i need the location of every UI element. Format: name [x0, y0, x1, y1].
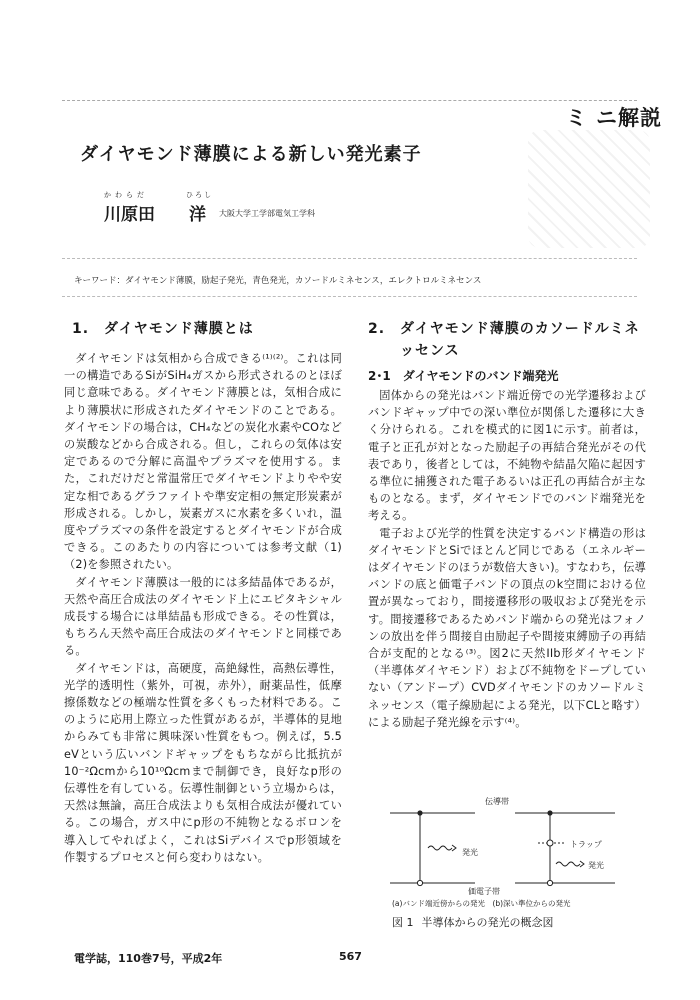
author-family-ruby: かわらだ [104, 191, 148, 199]
author-family-name [104, 191, 155, 225]
valence-band-label: 価電子帯 [468, 887, 500, 896]
keywords: キーワード：ダイヤモンド薄膜，励起子発光，青色発光，カソードルミネセンス，エレクトロルミネセンス [74, 276, 482, 286]
conduction-band-label: 伝導帯 [485, 797, 509, 806]
decorative-texture [528, 130, 650, 248]
figure-title-text: 半導体からの発光の概念図 [421, 916, 554, 929]
hole-b [547, 880, 552, 885]
paragraph: 電子および光学的性質を決定するバンド構造の形はダイヤモンドとSiでほとんど同じである（エネルギーはダイヤモンドのほうが数倍大きい)。すなわち，伝導バンドの底と価電子バンドの頂点のk空間における位置が異なっており，間接遷移形の吸収および発光を示す。間接遷移であるためバンド端からの発光はフォノンの放出を伴う間接自由励起子や間接束縛励子の再結合が支配的となる⁽³⁾。図2に天然IIb形ダイヤモンド（半導体ダイヤモンド）および不純物をドープしていない（アンドープ）CVDダイヤモンドのカソードルミネッセンス（電子線励起による発光，以下CLと略す）による励起子発光線を示す⁽⁴⁾。 [368, 526, 646, 729]
figure-caption: (a)バンド端近傍からの発光 (b)深い準位からの発光 [392, 899, 571, 908]
section-tag: ミ ニ解説 [565, 106, 662, 130]
right-column [368, 318, 646, 731]
journal-citation: 電学誌，110巻7号，平成2年 [74, 952, 223, 965]
section-1-heading: 1. ダイヤモンド薄膜とは [72, 321, 254, 337]
paragraph: ダイヤモンドは気相から合成できる⁽¹⁾⁽²⁾。これは同一の構造であるSiがSiH₄ガスから形式されるのとほぼ同じ意味である。ダイヤモンド薄膜とは，気相合成により薄膜状に形成されたダイヤモンドのことである。ダイヤモンドの場合は，CH₄などの炭化水素やCOなどの炭酸などから合成される。但し，これらの気体は安定であるので分解に高温やプラズマを使用する。また，これだけだと常温常圧でダイヤモンドよりやや安定な相であるグラファイトや準安定相の無定形炭素が形成される。しかし，炭素ガスに水素を多くいれ，温度やプラズマの条件を設定するとダイヤモンドが合成できる。このあたりの内容については参考文献（1)（2)を参照されたい。 [64, 352, 342, 572]
author-family-text: 川原田 [104, 205, 155, 225]
top-rule [62, 100, 637, 101]
author-given-name [186, 191, 213, 225]
hole-a [417, 880, 422, 885]
author-affiliation: 大阪大学工学部電気工学科 [219, 209, 315, 218]
paragraph: 固体からの発光はバンド端近傍での光学遷移およびバンドギャップ中での深い準位が関係した遷移に大きく分けられる。これを模式的に図1に示す。前者は，電子と正孔が対となった励起子の再結合発光がその代表であり，後者としては，不純物や結晶欠陥に起因する準位に捕獲された電子あるいは正孔の再結合が主なものとなる。まず，ダイヤモンドでのバンド端発光を考える。 [368, 389, 646, 523]
figure-title [392, 914, 554, 930]
section-2-heading: 2. ダイヤモンド薄膜のカソードルミネッセンス [368, 321, 640, 359]
article-title: ダイヤモンド薄膜による新しい発光素子 [80, 144, 422, 165]
emission-wave-a [428, 846, 452, 850]
author-given-text: 洋 [189, 205, 206, 225]
band-diagram [370, 792, 640, 902]
paragraph: ダイヤモンド薄膜は一般的には多結晶体であるが，天然や高圧合成法のダイヤモンド上にエピタキシャル成長する場合には単結晶も形成できる。その性質は，もちろん天然や高圧合成法のダイヤモンドと同様である。 [64, 575, 342, 658]
electron-a [417, 810, 422, 815]
page-number: 567 [339, 950, 362, 963]
paragraph: ダイヤモンドは，高硬度，高絶縁性，高熱伝導性，光学的透明性（紫外，可視，赤外），耐薬品性，低摩擦係数などの極端な性質を多くもった材料である。このように応用上際立った性質があるが，半導体的見地からみても非常に興味深い性質をもつ。例えば，5.5 eVという広いバンドギャップをもちながら比抵抗が10⁻²Ωcmから10¹⁰Ωcmまで制御でき，良好なp形の伝導性を有している。伝導性制御という立場からは，天然は無論，高圧合成法よりも気相合成法が優れている。この場合，ガス中にp形の不純物となるボロンを導入してやればよく，これはSiデバイスでp形領域を作製するプロセスと何ら変わりはない。 [64, 661, 342, 864]
emission-label-b: 発光 [588, 861, 604, 870]
trap-label: トラップ [570, 840, 602, 849]
trap-state [547, 840, 553, 846]
left-column [64, 318, 342, 866]
subsection-2-1-heading: 2･1 ダイヤモンドのバンド端発光 [368, 369, 559, 383]
author-given-ruby: ひろし [186, 191, 213, 199]
emission-arrow-b [580, 861, 584, 867]
emission-wave-b [556, 862, 580, 866]
emission-arrow-a [452, 845, 456, 851]
electron-b [547, 810, 552, 815]
keyword-rule-bottom [62, 296, 637, 297]
emission-label-a: 発光 [462, 848, 478, 857]
figure-number: 図 1 [392, 916, 414, 929]
keyword-rule-top [62, 258, 637, 259]
